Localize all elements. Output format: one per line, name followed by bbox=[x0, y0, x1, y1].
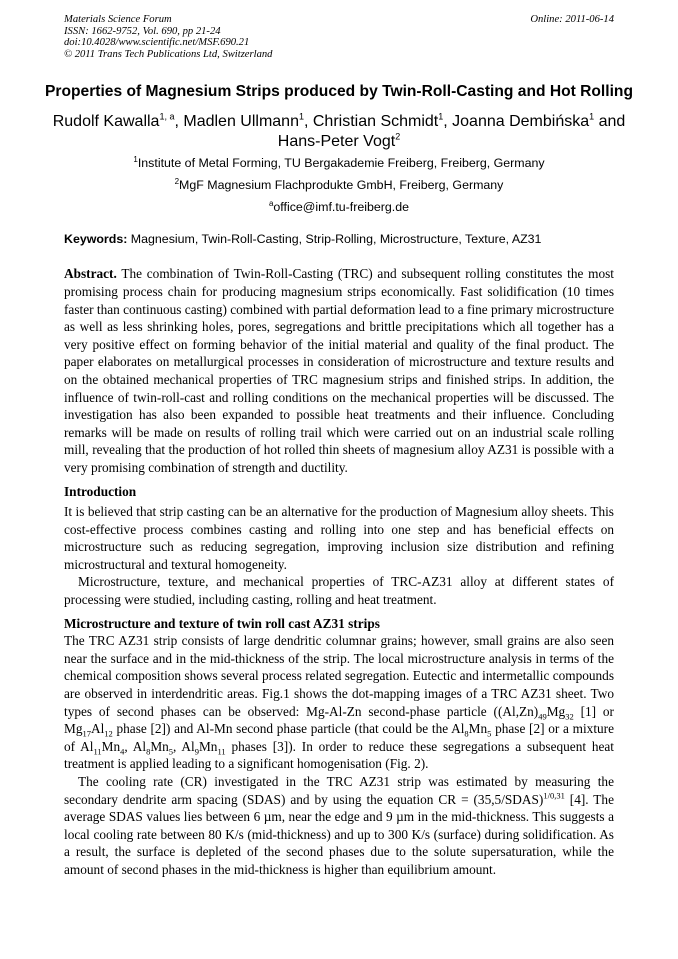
text-run: Mg bbox=[546, 703, 566, 719]
issn: ISSN: 1662-9752, Vol. 690, pp 21-24 bbox=[64, 25, 221, 37]
text-run: , Madlen Ullmann bbox=[174, 113, 299, 131]
superscript: 2 bbox=[395, 132, 401, 143]
subscript: 32 bbox=[565, 711, 574, 722]
subscript: 5 bbox=[168, 746, 174, 757]
text-run: phase [2]) and Al-Mn second phase particle (that could be the Al bbox=[112, 721, 465, 737]
paragraph: It is believed that strip casting can be an alternative for the production of Magnesium alloy sheets. This cost-effective process combines casting and rolling into one step and has beneficial effects on microstructure such as reducing segregation, improving inclusion size distribution and refining microstructural and textural homogeneity. bbox=[64, 504, 614, 572]
online-date: Online: 2011-06-14 bbox=[530, 14, 614, 25]
text-run: Rudolf Kawalla bbox=[52, 113, 160, 131]
superscript: 1 bbox=[298, 112, 304, 123]
paper-title: Properties of Magnesium Strips produced by Twin-Roll-Casting and Hot Rolling bbox=[45, 83, 633, 101]
subscript: 4 bbox=[120, 746, 125, 757]
paragraph bbox=[64, 632, 614, 773]
affiliation-mark: 1 bbox=[133, 155, 138, 165]
affiliation-email bbox=[40, 196, 638, 218]
text-run: Al bbox=[90, 721, 105, 737]
superscript: 1, a bbox=[159, 112, 175, 123]
journal-name: Materials Science Forum bbox=[64, 14, 172, 25]
text-run: phase [2] or a mixture of Al bbox=[64, 721, 614, 754]
email-link[interactable]: office@imf.tu-freiberg.de bbox=[273, 200, 410, 215]
text-run: [4]. The average SDAS values lies between 6 µm, near the edge and 9 µm in the mid-thickness. This suggests a local cooling rate between 80 K/s (mid-thickness) and up to 300 K/s (surface) during solidification. As a result, the surface is depleted of the second phases due to the solute supersaturation, while the amount of second phases in the mid-thickness is higher than equilibrium amount. bbox=[64, 791, 614, 877]
text-run: , Christian Schmidt bbox=[303, 113, 439, 131]
superscript: 1 bbox=[438, 112, 444, 123]
text-run: Mn bbox=[101, 738, 121, 754]
affiliation-text: MgF Magnesium Flachprodukte GmbH, Freiberg, Germany bbox=[179, 178, 504, 193]
keywords-label: Keywords: bbox=[64, 232, 128, 247]
text-run: , Al bbox=[124, 738, 147, 754]
copyright: © 2011 Trans Tech Publications Ltd, Switzerland bbox=[64, 48, 273, 60]
doi: doi:10.4028/www.scientific.net/MSF.690.21 bbox=[64, 37, 250, 49]
abstract bbox=[64, 265, 614, 476]
text-run: Mn bbox=[150, 738, 169, 754]
text-run: and Hans-Peter Vogt bbox=[277, 113, 626, 151]
superscript: 1/0,31 bbox=[543, 790, 565, 801]
text-run: Mn bbox=[468, 721, 488, 737]
introduction-section bbox=[64, 483, 614, 609]
authors bbox=[30, 112, 648, 152]
text-run: , Al bbox=[173, 738, 195, 754]
section-heading: Microstructure and texture of twin roll cast AZ31 strips bbox=[64, 615, 380, 631]
running-header bbox=[64, 14, 614, 60]
microstructure-section bbox=[64, 615, 614, 879]
text-run: The cooling rate (CR) investigated in the TRC AZ31 strip was estimated by measuring the secondary dendrite arm spacing (SDAS) and by using the equation CR = (35,5/SDAS) bbox=[64, 774, 614, 807]
affiliation-text: Institute of Metal Forming, TU Bergakademie Freiberg, Freiberg, Germany bbox=[137, 156, 545, 171]
abstract-text: The combination of Twin-Roll-Casting (TRC) and subsequent rolling constitutes the most promising process chain for producing magnesium strips economically. Fast solidification (10 times faster than continuous casting) combined with partial deformation lead to a fine primary microstructure as well as less shrinking holes, pores, segregations and brittle precipitations which all together has a very positive effect on forming behavior of the initial material and quality of the final product. The paper elaborates on metallurgical processes in consideration of microstructure and texture results and on the obtained mechanical properties of TRC magnesium strips and finished strips. In addition, the influence of twin-roll-cast and rolling conditions on the mechanical properties will be discussed. The investigation has also been expanded to possible heat treatments and their influence. Concluding remarks will be made on results of rolling trail which were carried out on an industrial scale rolling mill, revealing that the production of hot rolled thin sheets of magnesium alloy AZ31 is possible with a very promising combination of strength and ductility. bbox=[64, 266, 614, 475]
section-heading: Introduction bbox=[64, 483, 137, 499]
subscript: 12 bbox=[104, 728, 113, 739]
text-run: [1] or Mg bbox=[64, 703, 614, 737]
text-run: , Joanna Dembińska bbox=[443, 113, 590, 131]
subscript: 5 bbox=[487, 728, 492, 739]
subscript: 8 bbox=[464, 728, 469, 739]
affiliation-1 bbox=[40, 152, 638, 174]
subscript: 17 bbox=[82, 728, 91, 739]
superscript: 1 bbox=[589, 112, 595, 123]
text-run: The TRC AZ31 strip consists of large dendritic columnar grains; however, small grains are also seen near the surface and in the mid-thickness of the strip. The local microstructure analysis in terms of the chemical composition shows several process related segregation. Eutectic and intermetallic compounds are observed in interdendritic areas. Fig.1 shows the dot-mapping images of a TRC AZ31 sheet. Two types of second phases can be observed: Mg-Al-Zn second-phase particle ((Al,Zn) bbox=[64, 633, 614, 719]
keywords bbox=[64, 232, 614, 247]
subscript: 11 bbox=[217, 746, 226, 757]
paragraph: Microstructure, texture, and mechanical properties of TRC-AZ31 alloy at different states of processing were studied, including casting, rolling and heat treatment. bbox=[64, 574, 614, 608]
subscript: 49 bbox=[538, 711, 547, 722]
paragraph bbox=[64, 773, 614, 879]
text-run: Mn bbox=[198, 738, 218, 754]
subscript: 11 bbox=[93, 746, 102, 757]
subscript: 8 bbox=[146, 746, 151, 757]
subscript: 9 bbox=[194, 746, 199, 757]
affiliation-mark: a bbox=[268, 199, 274, 209]
text-run: phases [3]). In order to reduce these segregations a subsequent heat treatment is applied leading to a significant homogenisation (Fig. 2). bbox=[64, 738, 614, 772]
abstract-label: Abstract. bbox=[64, 266, 117, 282]
affiliation-2 bbox=[40, 174, 638, 196]
keywords-text: Magnesium, Twin-Roll-Casting, Strip-Rolling, Microstructure, Texture, AZ31 bbox=[127, 232, 542, 247]
affiliation-mark: 2 bbox=[174, 177, 180, 187]
